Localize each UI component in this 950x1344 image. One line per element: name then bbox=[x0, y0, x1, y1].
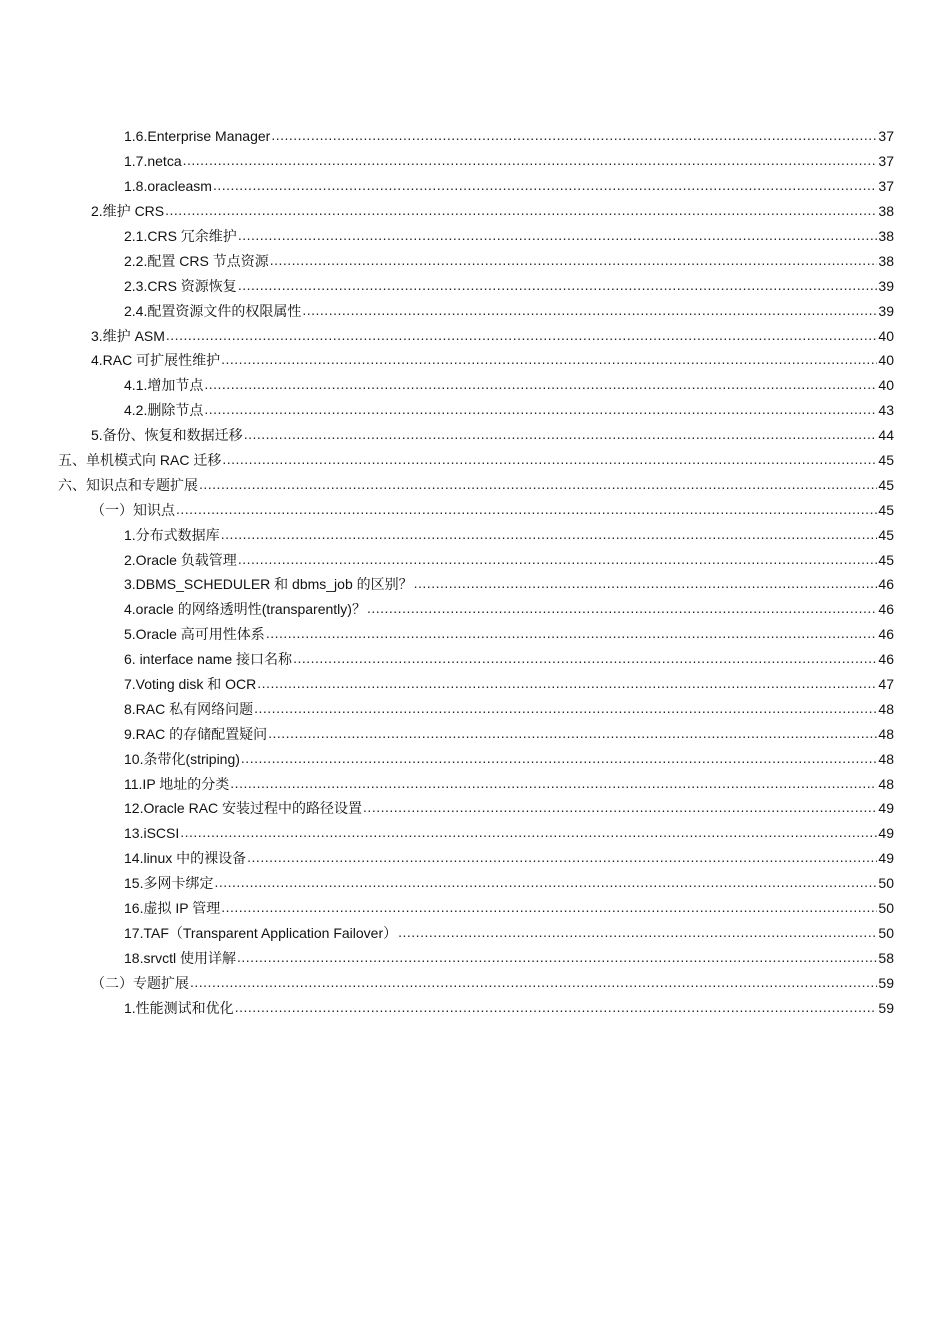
toc-entry-title: 六、知识点和专题扩展 bbox=[58, 476, 198, 493]
toc-entry-page-number: 44 bbox=[878, 427, 894, 444]
toc-entry[interactable] bbox=[0, 771, 950, 796]
toc-dot-leader bbox=[213, 176, 877, 194]
toc-entry-page-number: 40 bbox=[878, 377, 894, 394]
toc-entry-title: 12.Oracle RAC 安装过程中的路径设置 bbox=[124, 800, 363, 817]
toc-entry-page-number: 45 bbox=[878, 452, 894, 469]
toc-dot-leader bbox=[254, 699, 877, 717]
toc-entry-page-number: 49 bbox=[878, 850, 894, 867]
toc-entry-title: 5.Oracle 高可用性体系 bbox=[124, 626, 265, 643]
toc-dot-leader bbox=[238, 276, 877, 294]
toc-entry-title: 1.分布式数据库 bbox=[124, 526, 220, 543]
toc-dot-leader bbox=[238, 226, 877, 244]
toc-entry-title: 1.6.Enterprise Manager bbox=[124, 128, 271, 145]
toc-dot-leader bbox=[257, 674, 877, 692]
toc-dot-leader bbox=[221, 350, 877, 368]
toc-entry-page-number: 46 bbox=[878, 626, 894, 643]
toc-entry-page-number: 50 bbox=[878, 924, 894, 941]
toc-entry-page-number: 37 bbox=[878, 128, 894, 145]
toc-dot-leader bbox=[214, 873, 877, 891]
toc-entry-page-number: 45 bbox=[878, 501, 894, 518]
toc-entry-title: 2.维护 CRS bbox=[91, 203, 165, 220]
toc-entry[interactable] bbox=[0, 746, 950, 771]
toc-entry[interactable] bbox=[0, 896, 950, 921]
toc-entry-page-number: 43 bbox=[878, 402, 894, 419]
toc-dot-leader bbox=[302, 301, 877, 319]
toc-dot-leader bbox=[180, 823, 877, 841]
toc-entry[interactable] bbox=[0, 995, 950, 1020]
toc-entry-page-number: 38 bbox=[878, 203, 894, 220]
toc-entry[interactable] bbox=[0, 298, 950, 323]
toc-entry-title: 3.维护 ASM bbox=[91, 327, 165, 344]
toc-dot-leader bbox=[237, 948, 877, 966]
toc-dot-leader bbox=[221, 898, 877, 916]
toc-entry-page-number: 46 bbox=[878, 576, 894, 593]
toc-entry[interactable] bbox=[0, 149, 950, 174]
toc-entry[interactable] bbox=[0, 921, 950, 946]
toc-entry[interactable] bbox=[0, 174, 950, 199]
toc-entry[interactable] bbox=[0, 721, 950, 746]
toc-dot-leader bbox=[270, 251, 877, 269]
toc-dot-leader bbox=[363, 798, 877, 816]
toc-entry-title: 13.iSCSI bbox=[124, 825, 180, 842]
toc-entry-title: 16.虚拟 IP 管理 bbox=[124, 900, 221, 917]
toc-entry-page-number: 37 bbox=[878, 153, 894, 170]
toc-entry[interactable] bbox=[0, 248, 950, 273]
toc-entry-title: 7.Voting disk 和 OCR bbox=[124, 676, 257, 693]
toc-dot-leader bbox=[293, 649, 877, 667]
toc-entry[interactable] bbox=[0, 622, 950, 647]
toc-entry-title: 3.DBMS_SCHEDULER 和 dbms_job 的区别？ bbox=[124, 576, 413, 593]
toc-entry-title: （一）知识点 bbox=[91, 501, 175, 518]
toc-entry[interactable] bbox=[0, 398, 950, 423]
toc-entry-title: 11.IP 地址的分类 bbox=[124, 775, 230, 792]
toc-entry-page-number: 38 bbox=[878, 228, 894, 244]
toc-dot-leader bbox=[222, 450, 877, 468]
toc-entry-page-number: 39 bbox=[878, 302, 894, 319]
toc-entry-page-number: 48 bbox=[878, 750, 894, 767]
table-of-contents bbox=[0, 124, 950, 1020]
toc-entry-page-number: 50 bbox=[878, 900, 894, 917]
toc-dot-leader bbox=[204, 400, 877, 418]
toc-entry-page-number: 59 bbox=[878, 974, 894, 991]
toc-entry-page-number: 45 bbox=[878, 476, 894, 493]
toc-dot-leader bbox=[244, 425, 877, 443]
toc-entry-title: 14.linux 中的裸设备 bbox=[124, 850, 247, 867]
toc-entry-title: 2.4.配置资源文件的权限属性 bbox=[124, 302, 302, 319]
toc-entry-title: 2.1.CRS 冗余维护 bbox=[124, 228, 237, 244]
toc-entry[interactable] bbox=[0, 472, 950, 497]
toc-entry[interactable] bbox=[0, 199, 950, 224]
toc-entry[interactable] bbox=[0, 696, 950, 721]
toc-entry-title: 2.2.配置 CRS 节点资源 bbox=[124, 252, 269, 269]
toc-entry-page-number: 48 bbox=[878, 725, 894, 742]
toc-entry[interactable] bbox=[0, 423, 950, 448]
toc-entry[interactable] bbox=[0, 348, 950, 373]
toc-dot-leader bbox=[238, 550, 877, 568]
toc-entry[interactable] bbox=[0, 497, 950, 522]
toc-entry[interactable] bbox=[0, 547, 950, 572]
toc-dot-leader bbox=[367, 599, 877, 617]
toc-dot-leader bbox=[199, 475, 877, 493]
toc-entry-title: 17.TAF（Transparent Application Failover） bbox=[124, 924, 398, 941]
toc-entry[interactable] bbox=[0, 597, 950, 622]
toc-entry[interactable] bbox=[0, 846, 950, 871]
toc-dot-leader bbox=[183, 151, 877, 169]
toc-entry-page-number: 48 bbox=[878, 700, 894, 717]
toc-entry-page-number: 59 bbox=[878, 999, 894, 1016]
toc-entry-title: 4.oracle 的网络透明性(transparently)？ bbox=[124, 601, 366, 618]
toc-entry[interactable] bbox=[0, 224, 950, 249]
toc-entry-title: 2.3.CRS 资源恢复 bbox=[124, 277, 237, 294]
toc-entry[interactable] bbox=[0, 572, 950, 597]
toc-entry-page-number: 46 bbox=[878, 651, 894, 668]
toc-entry-page-number: 50 bbox=[878, 875, 894, 892]
toc-entry[interactable] bbox=[0, 945, 950, 970]
toc-dot-leader bbox=[230, 774, 877, 792]
toc-dot-leader bbox=[241, 749, 877, 767]
toc-entry-title: 1.7.netca bbox=[124, 153, 182, 170]
toc-dot-leader bbox=[204, 375, 877, 393]
toc-entry[interactable] bbox=[0, 672, 950, 697]
toc-entry-page-number: 37 bbox=[878, 178, 894, 195]
toc-entry-title: 1.性能测试和优化 bbox=[124, 999, 234, 1016]
toc-entry-title: 4.RAC 可扩展性维护 bbox=[91, 352, 221, 369]
toc-entry-page-number: 40 bbox=[878, 352, 894, 369]
toc-entry-title: （二）专题扩展 bbox=[91, 974, 189, 991]
toc-entry-page-number: 39 bbox=[878, 277, 894, 294]
toc-entry-title: 18.srvctl 使用详解 bbox=[124, 949, 237, 966]
toc-entry[interactable] bbox=[0, 323, 950, 348]
toc-dot-leader bbox=[166, 326, 877, 344]
toc-dot-leader bbox=[268, 724, 877, 742]
toc-entry[interactable] bbox=[0, 647, 950, 672]
toc-entry-page-number: 47 bbox=[878, 676, 894, 693]
toc-entry[interactable] bbox=[0, 373, 950, 398]
toc-entry-page-number: 49 bbox=[878, 825, 894, 842]
toc-dot-leader bbox=[247, 848, 877, 866]
toc-entry-page-number: 45 bbox=[878, 551, 894, 568]
toc-entry-title: 15.多网卡绑定 bbox=[124, 875, 214, 892]
toc-dot-leader bbox=[176, 500, 877, 518]
toc-entry[interactable] bbox=[0, 124, 950, 149]
toc-entry-title: 9.RAC 的存储配置疑问 bbox=[124, 725, 268, 742]
toc-dot-leader bbox=[271, 126, 877, 144]
toc-dot-leader bbox=[235, 998, 877, 1016]
toc-entry-page-number: 46 bbox=[878, 601, 894, 618]
toc-entry-page-number: 58 bbox=[878, 949, 894, 966]
toc-entry[interactable] bbox=[0, 871, 950, 896]
toc-entry-page-number: 49 bbox=[878, 800, 894, 817]
toc-dot-leader bbox=[414, 574, 877, 592]
toc-dot-leader bbox=[221, 525, 877, 543]
toc-entry-title: 2.Oracle 负载管理 bbox=[124, 551, 237, 568]
toc-entry-page-number: 48 bbox=[878, 775, 894, 792]
toc-dot-leader bbox=[398, 923, 877, 941]
toc-entry-title: 4.1.增加节点 bbox=[124, 377, 204, 394]
toc-entry-title: 8.RAC 私有网络问题 bbox=[124, 700, 254, 717]
toc-entry-page-number: 40 bbox=[878, 327, 894, 344]
toc-entry[interactable] bbox=[0, 448, 950, 473]
toc-dot-leader bbox=[266, 624, 877, 642]
toc-dot-leader bbox=[190, 973, 877, 991]
toc-entry-title: 4.2.删除节点 bbox=[124, 402, 204, 419]
toc-entry-title: 1.8.oracleasm bbox=[124, 178, 212, 195]
toc-entry[interactable] bbox=[0, 522, 950, 547]
toc-dot-leader bbox=[165, 201, 877, 219]
toc-entry-title: 五、单机模式向 RAC 迁移 bbox=[58, 452, 222, 469]
toc-entry[interactable] bbox=[0, 273, 950, 298]
toc-entry-page-number: 38 bbox=[878, 252, 894, 269]
toc-entry-title: 6. interface name 接口名称 bbox=[124, 651, 293, 668]
toc-entry[interactable] bbox=[0, 821, 950, 846]
toc-entry-title: 5.备份、恢复和数据迁移 bbox=[91, 427, 243, 444]
toc-entry-title: 10.条带化(striping) bbox=[124, 750, 240, 767]
toc-entry[interactable] bbox=[0, 796, 950, 821]
toc-entry[interactable] bbox=[0, 970, 950, 995]
toc-entry-page-number: 45 bbox=[878, 526, 894, 543]
